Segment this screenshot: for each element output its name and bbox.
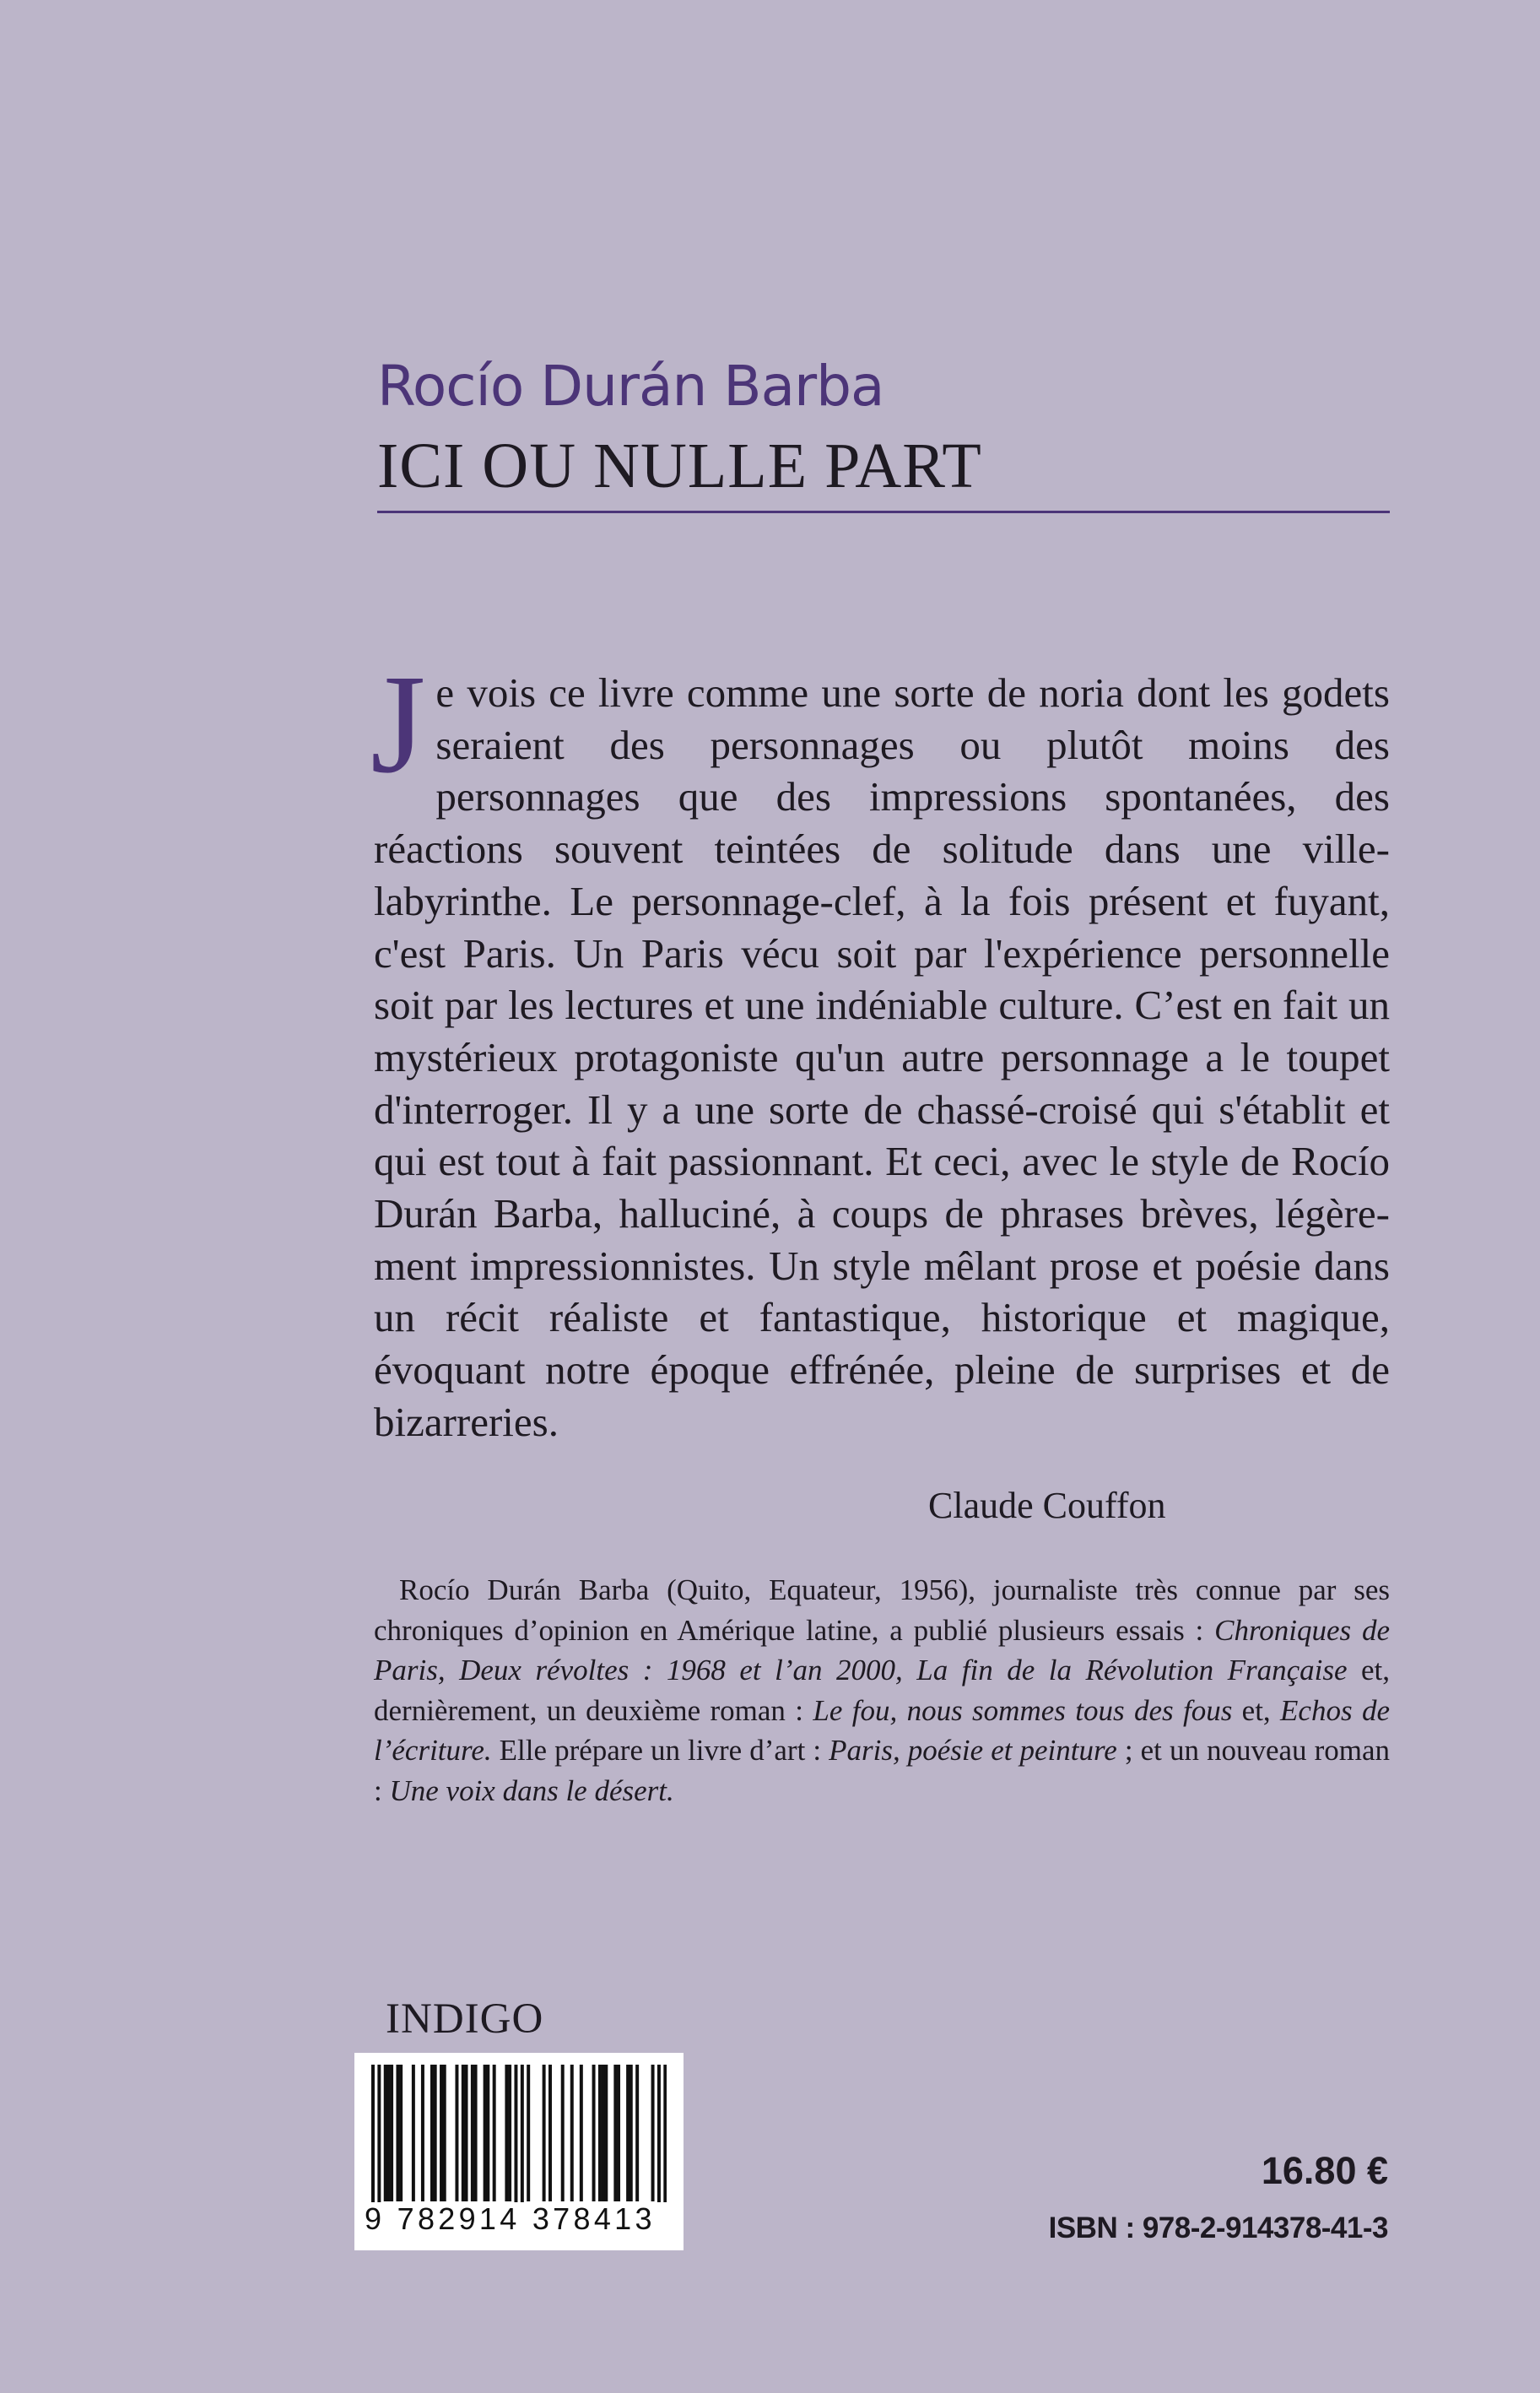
author-bio <box>374 1570 1390 1811</box>
barcode-bar <box>462 2065 465 2201</box>
barcode-bar <box>390 2065 393 2201</box>
barcode-bar <box>580 2065 583 2201</box>
bio-text: Rocío Durán Barba (Quito, Equateur, 1956), journaliste très connue par ses chroniques d’opinion en Amérique latine, a publié plusieurs essais : <box>374 1573 1390 1647</box>
barcode-bar <box>663 2065 667 2225</box>
barcode-bar <box>486 2065 489 2201</box>
barcode-bar <box>399 2065 403 2201</box>
barcode-bar <box>386 2065 390 2201</box>
barcode-digits: 9 782914 378413 <box>365 2202 675 2236</box>
barcode-bar <box>613 2065 617 2201</box>
publisher-name: INDIGO <box>386 1995 544 2043</box>
barcode-bar <box>657 2065 661 2225</box>
barcode-bar <box>484 2065 487 2201</box>
barcode-bar <box>604 2065 608 2201</box>
barcode-bar <box>630 2065 633 2201</box>
barcode-bar <box>527 2065 530 2201</box>
barcode-bar <box>465 2065 468 2201</box>
barcode-bar <box>471 2065 474 2201</box>
barcode-bar <box>434 2065 437 2201</box>
barcode-bar <box>508 2065 511 2201</box>
bio-text: et, dernièrement, un deuxième roman : <box>374 1654 1390 1727</box>
barcode-bar <box>598 2065 602 2201</box>
barcode-bar <box>412 2065 415 2201</box>
bio-work-title: Le fou, nous sommes tous des fous <box>813 1693 1233 1727</box>
barcode-bar <box>570 2065 574 2201</box>
barcode-bar <box>626 2065 630 2201</box>
bio-text: ; et un nouveau roman : <box>374 1734 1391 1807</box>
author-name: Rocío Durán Barba <box>377 354 884 419</box>
bio-work-title: Paris, poésie et peinture <box>829 1734 1117 1767</box>
barcode-bar <box>455 2065 458 2201</box>
barcode-bar <box>396 2065 399 2201</box>
barcode-bar <box>440 2065 443 2201</box>
barcode-bar <box>635 2065 639 2201</box>
bio-text: Elle prépare un livre d’art : <box>491 1734 829 1767</box>
barcode-bar <box>602 2065 605 2201</box>
barcode-bar <box>493 2065 496 2201</box>
bio-work-title: Chroniques de Paris, Deux révoltes : 1968 et l’an 2000, La fin de la Révolution Française <box>374 1613 1390 1686</box>
barcode-bar <box>592 2065 596 2201</box>
barcode-bar <box>421 2065 424 2201</box>
barcode-bar <box>505 2065 508 2201</box>
bio-text: et, <box>1232 1693 1281 1727</box>
barcode-bar <box>617 2065 620 2201</box>
barcode-bar <box>543 2065 546 2201</box>
barcode-bar <box>651 2065 655 2201</box>
review-text <box>370 646 1390 1448</box>
drop-cap: J <box>370 646 426 803</box>
barcode-bar <box>474 2065 478 2201</box>
bio-work-title: Echos de l’écriture. <box>374 1693 1390 1767</box>
isbn: ISBN : 978-2-914378-41-3 <box>1048 2212 1388 2244</box>
barcode-bar <box>384 2065 387 2201</box>
book-title: ICI OU NULLE PART <box>377 430 982 501</box>
barcode-bar <box>430 2065 434 2201</box>
title-divider <box>377 511 1390 513</box>
bio-paragraph <box>374 1570 1390 1811</box>
bio-work-title: Une voix dans le désert. <box>389 1773 674 1807</box>
barcode-bar <box>443 2065 446 2201</box>
review-body: e vois ce livre comme une sorte de noria dont les godets seraient des personnages ou plutôt moins des personnages que des impressions spontanées, des réactions souvent teintées de solitude dans une ville-labyrinthe. Le personnage-clef, à la fois présent et fuyant, c'est Paris. Un Paris vécu soit par l'expérience personnelle soit par les lectures et une indéniable culture. C’est en fait un mystérieux protagoniste qu'un autre personnage a le toupet d'interroger. Il y a une sorte de chassé-croisé qui s'établit et qui est tout à fait passionnant. Et ceci, avec le style de Rocío Durán Barba, halluciné, à coups de phrases brèves, légèrement impressionnistes. Un style mêlant prose et poésie dans un récit réaliste et fantastique, historique et magique, évoquant notre époque effrénée, pleine de surprises et de bizarreries. <box>374 669 1390 1445</box>
price: 16.80 € <box>1261 2149 1388 2192</box>
barcode <box>354 2053 684 2250</box>
barcode-bar <box>561 2065 565 2201</box>
barcode-bar <box>548 2065 552 2201</box>
review-signature: Claude Couffon <box>928 1485 1166 1526</box>
